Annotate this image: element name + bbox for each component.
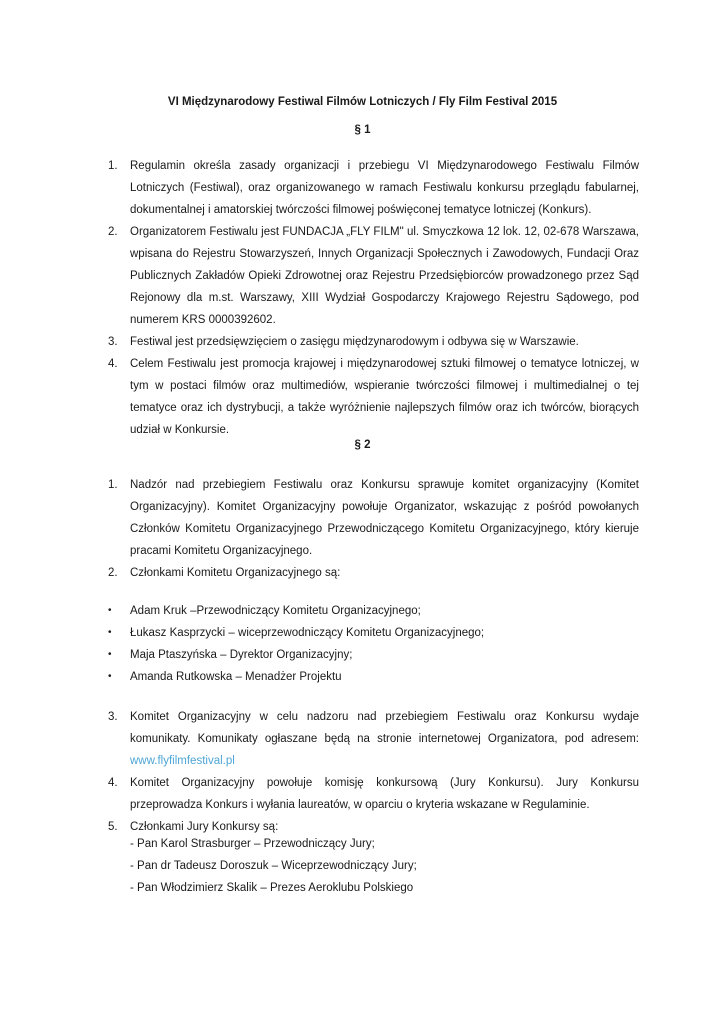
committee-member [108, 622, 639, 644]
website-link[interactable]: www.flyfilmfestival.pl [130, 755, 235, 767]
item-text: Członkami Jury Konkursy są: [130, 821, 279, 833]
item-number: 1. [108, 479, 118, 491]
list-item [108, 221, 639, 331]
member-text: Maja Ptaszyńska – Dyrektor Organizacyjny; [130, 649, 353, 661]
jury-list [108, 833, 639, 899]
bullet-icon: • [108, 649, 112, 660]
section-1-list [108, 155, 639, 441]
committee-member [108, 666, 639, 688]
item-number: 2. [108, 226, 118, 238]
jury-member: - Pan dr Tadeusz Doroszuk – Wiceprzewodniczący Jury; [130, 860, 417, 872]
member-text: Amanda Rutkowska – Menadżer Projektu [130, 671, 342, 683]
item-text: Festiwal jest przedsięwzięciem o zasięgu międzynarodowym i odbywa się w Warszawie. [130, 336, 579, 348]
item-number: 2. [108, 567, 118, 579]
committee-member [108, 600, 639, 622]
section-2-list-b [108, 706, 639, 838]
item-number: 4. [108, 777, 118, 789]
item-text: Regulamin określa zasady organizacji i przebiegu VI Międzynarodowego Festiwalu Filmów Lotniczych (Festiwal), oraz organizowanego w ramach Festiwalu konkursu przeglądu fabularnej, dokumentalnej i amatorskiej twórczości filmowej poświęconej tematyce lotniczej (Konkurs). [130, 160, 639, 216]
section-1-heading: § 1 [354, 124, 371, 136]
item-text: Członkami Komitetu Organizacyjnego są: [130, 567, 341, 579]
member-text: Łukasz Kasprzycki – wiceprzewodniczący Komitetu Organizacyjnego; [130, 627, 485, 639]
list-item [108, 772, 639, 816]
item-number: 5. [108, 821, 118, 833]
bullet-icon: • [108, 627, 112, 638]
committee-list [108, 600, 639, 688]
document-title: VI Międzynarodowy Festiwal Filmów Lotniczych / Fly Film Festival 2015 [167, 96, 558, 108]
item-text-body: Komitet Organizacyjny w celu nadzoru nad przebiegiem Festiwalu oraz Konkursu wydaje komunikaty. Komunikaty ogłaszane będą na stronie internetowej Organizatora, pod adresem: [130, 711, 639, 745]
bullet-icon: • [108, 605, 112, 616]
jury-member: - Pan Karol Strasburger – Przewodniczący Jury; [130, 838, 375, 850]
member-text: Adam Kruk –Przewodniczący Komitetu Organizacyjnego; [130, 605, 421, 617]
section-2-heading: § 2 [354, 439, 371, 451]
item-number: 3. [108, 336, 118, 348]
committee-member [108, 644, 639, 666]
item-number: 4. [108, 358, 118, 370]
jury-member: - Pan Włodzimierz Skalik – Prezes Aeroklubu Polskiego [130, 882, 414, 894]
item-text [130, 706, 639, 772]
list-item [108, 155, 639, 221]
item-text: Nadzór nad przebiegiem Festiwalu oraz Konkursu sprawuje komitet organizacyjny (Komitet Organizacyjny). Komitet Organizacyjny powołuje Organizator, wskazując z pośród powołanych Członków Komitetu Organizacyjnego Przewodniczącego Komitetu Organizacyjnego, który kieruje pracami Komitetu Organizacyjnego. [130, 479, 639, 557]
list-item [108, 331, 639, 353]
item-number: 1. [108, 160, 118, 172]
list-item [108, 353, 639, 441]
item-text: Organizatorem Festiwalu jest FUNDACJA „FLY FILM" ul. Smyczkowa 12 lok. 12, 02-678 Warszawa, wpisana do Rejestru Stowarzyszeń, Innych Organizacji Społecznych i Zawodowych, Fundacji Oraz Publicznych Zakładów Opieki Zdrowotnej oraz Rejestru Przedsiębiorców prowadzonego przez Sąd Rejonowy dla m.st. Warszawy, XIII Wydział Gospodarczy Krajowego Rejestru Sądowego, pod numerem KRS 0000392602. [130, 226, 639, 326]
list-item [108, 706, 639, 772]
bullet-icon: • [108, 671, 112, 682]
list-item [108, 562, 639, 584]
item-text: Celem Festiwalu jest promocja krajowej i międzynarodowej sztuki filmowej o tematyce lotniczej, w tym w postaci filmów oraz multimediów, wspieranie twórczości filmowej i multimedialnej o tej tematyce oraz ich dystrybucji, a także wyróżnienie najlepszych filmów oraz ich twórców, biorących udział w Konkursie. [130, 358, 639, 436]
section-2-list-a [108, 474, 639, 584]
item-text: Komitet Organizacyjny powołuje komisję konkursową (Jury Konkursu). Jury Konkursu przeprowadza Konkurs i wyłania laureatów, w oparciu o kryteria wskazane w Regulaminie. [130, 777, 639, 811]
list-item [108, 474, 639, 562]
item-number: 3. [108, 711, 118, 723]
